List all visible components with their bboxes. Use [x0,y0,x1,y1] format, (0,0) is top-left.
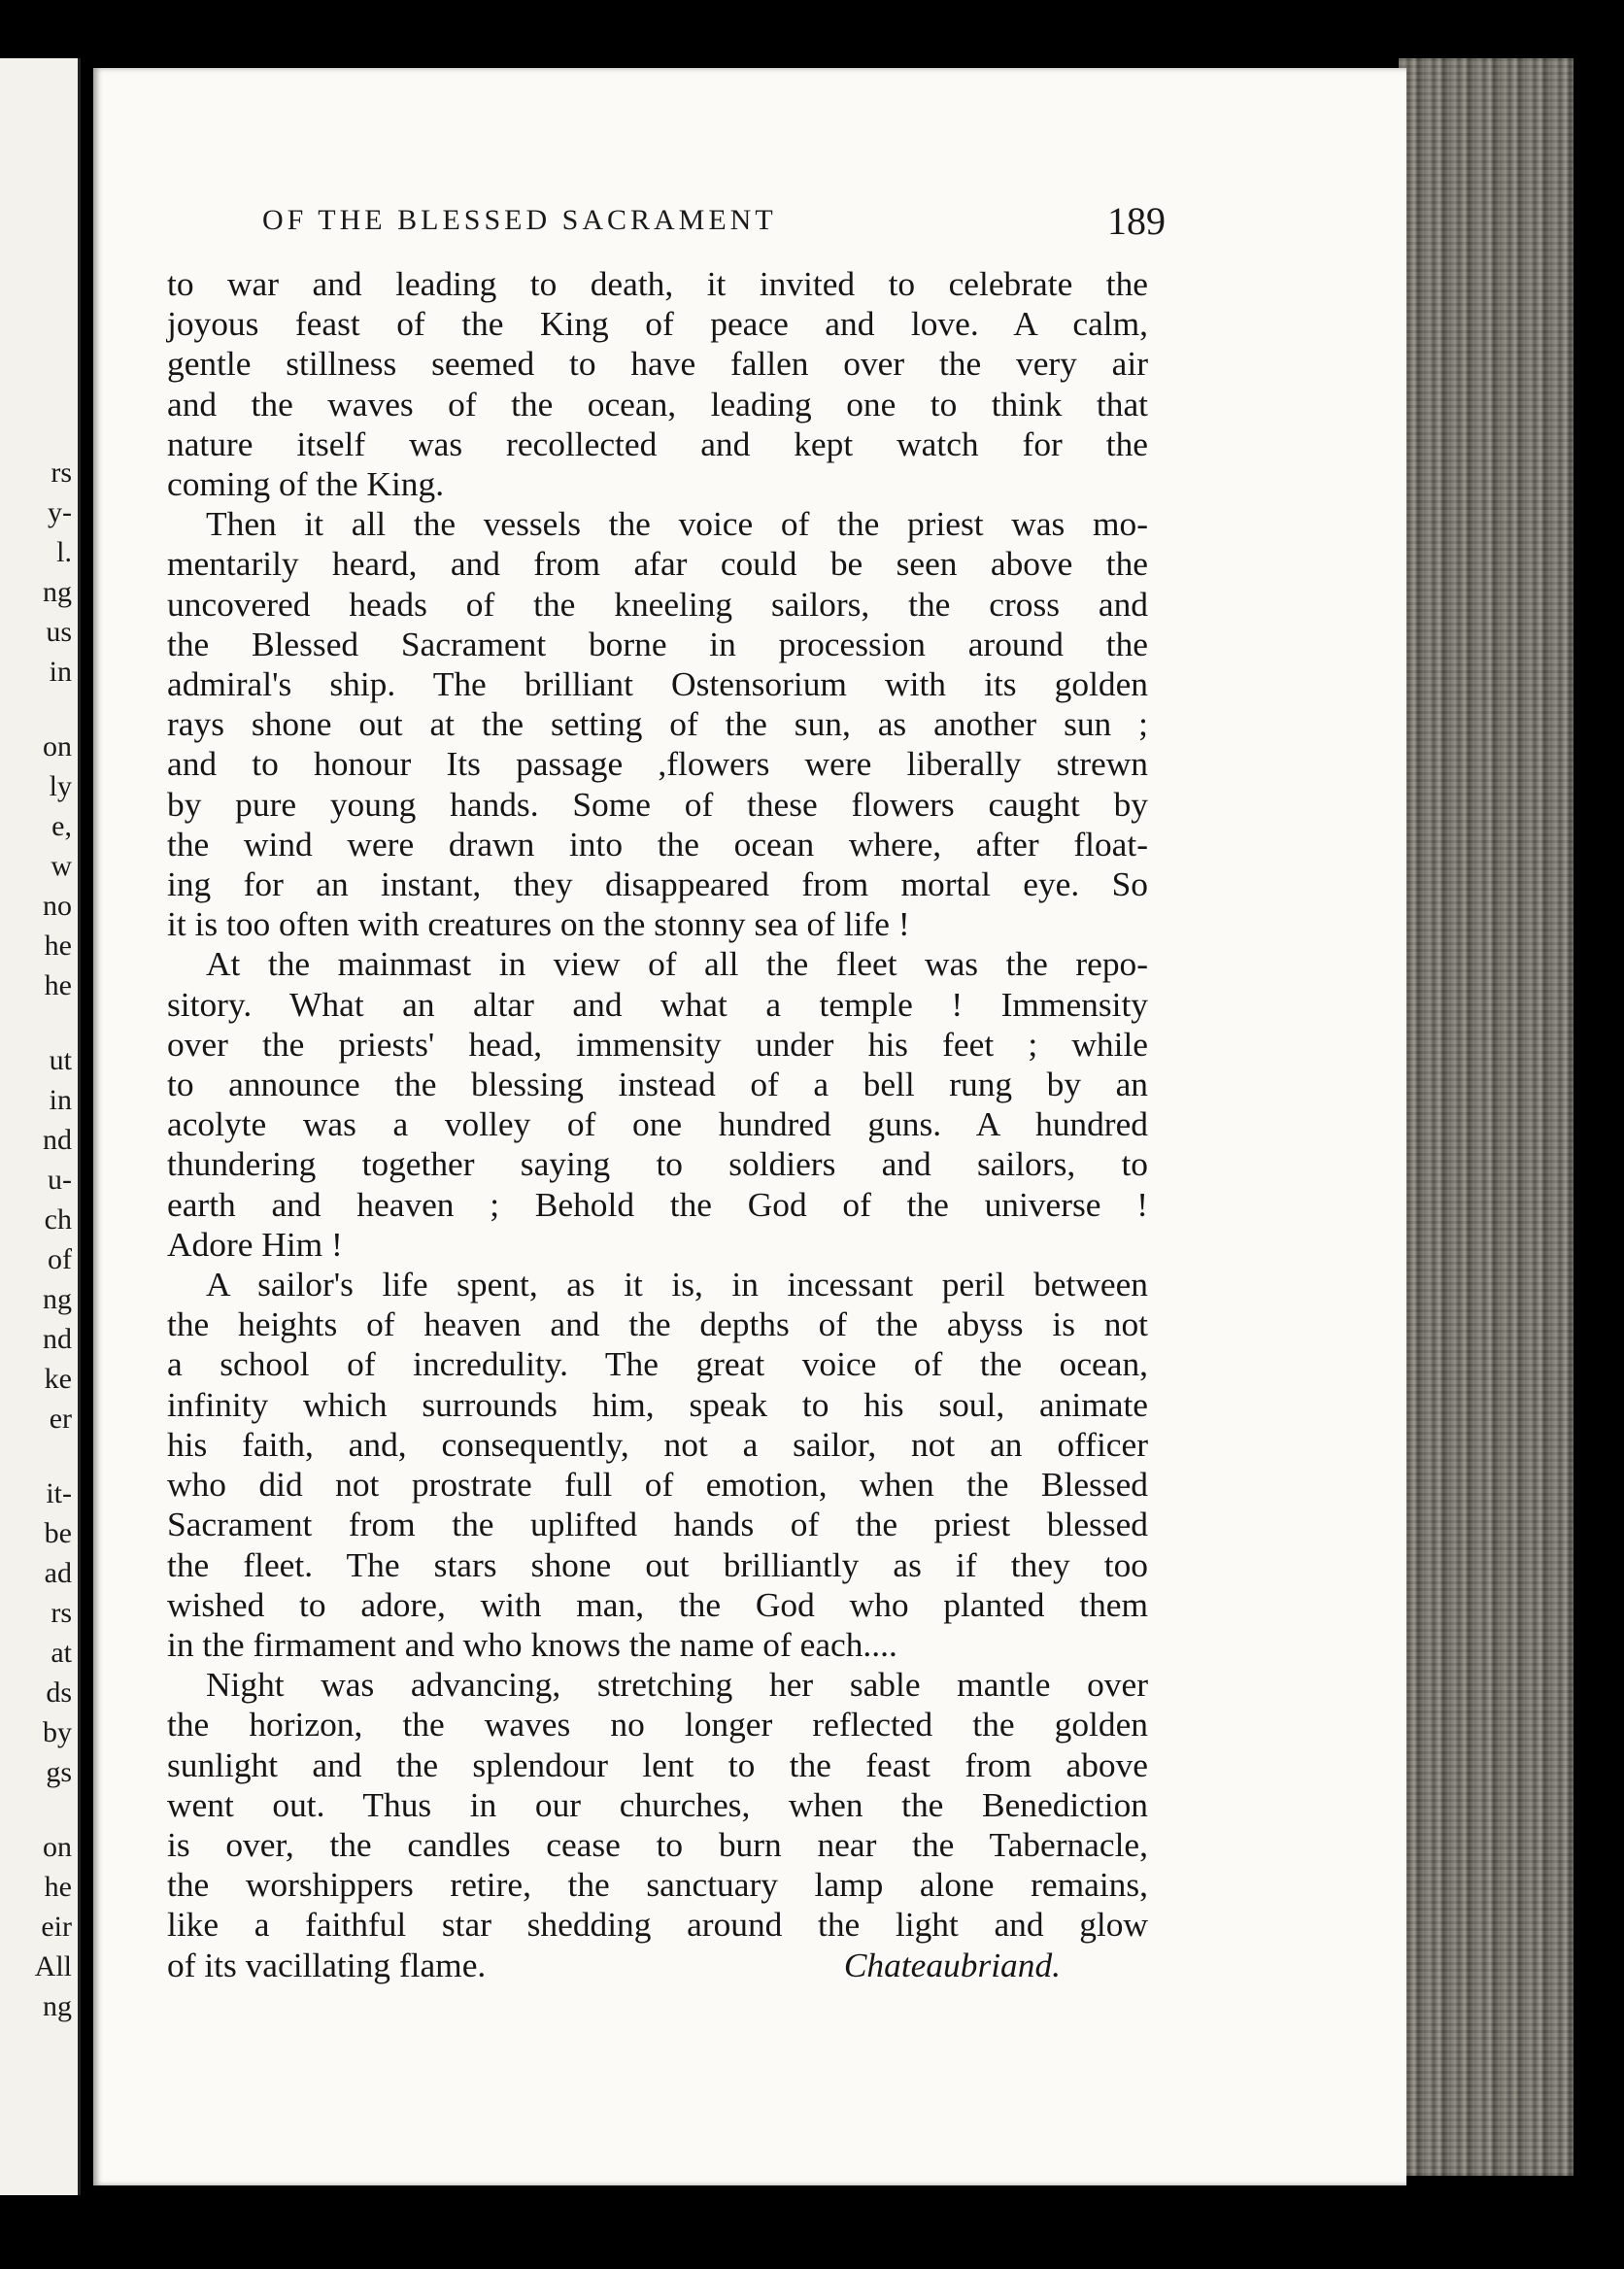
facing-page-fragment: ly [49,770,72,802]
text-line: who did not prostrate full of emotion, when the Blessed [167,1465,1148,1505]
text-line: ing for an instant, they disappeared from mortal eye. So [167,864,1148,904]
text-line: it is too often with creatures on the stonny sea of life ! [167,904,910,944]
facing-page-fragment: rs [51,1597,72,1629]
running-head [262,199,1166,253]
text-line: Sacrament from the uplifted hands of the priest blessed [167,1505,1148,1544]
text-line: the worshippers retire, the sanctuary lamp alone remains, [167,1865,1148,1905]
facing-page-fragment: ng [43,1990,72,2022]
text-line: At the mainmast in view of all the fleet was the repo- [206,944,1148,984]
paragraph [167,944,1148,1265]
text-line: mentarily heard, and from afar could be seen above the [167,544,1148,584]
facing-page-fragment: rs [51,457,72,489]
text-line: the Blessed Sacrament borne in procession around the [167,624,1148,663]
page-number: 189 [1107,199,1166,243]
facing-page-fragment: nd [43,1323,72,1355]
paragraph [167,264,1148,504]
text-line: sitory. What an altar and what a temple ! Immensity [167,984,1148,1024]
text-line: the horizon, the waves no longer reflected the golden [167,1705,1148,1744]
facing-page-fragment: in [49,656,72,688]
facing-page-fragment: no [43,890,72,922]
text-line: by pure young hands. Some of these flowers caught by [167,784,1148,824]
text-line: like a faithful star shedding around the light and glow [167,1905,1148,1945]
text-line: thundering together saying to soldiers and sailors, to [167,1144,1148,1184]
facing-page-fragment: by [43,1716,72,1748]
text-line: wished to adore, with man, the God who planted them [167,1584,1148,1624]
text-line: A sailor's life spent, as it is, in incessant peril between [206,1265,1148,1304]
text-line: the wind were drawn into the ocean where, after float- [167,824,1148,864]
author-signature: Chateaubriand. [843,1945,1061,1984]
text-line: coming of the King. [167,464,445,504]
page-edges-stack [1399,58,1573,2176]
facing-page-fragment: ng [43,1283,72,1315]
facing-page-fragment: u- [48,1164,72,1196]
paragraph [167,504,1148,944]
text-line: over the priests' head, immensity under his feet ; while [167,1024,1148,1064]
text-line: a school of incredulity. The great voice of the ocean, [167,1344,1148,1384]
text-line: Then it all the vessels the voice of the priest was mo- [206,504,1148,544]
text-line: his faith, and, consequently, not a sailor, not an officer [167,1424,1148,1464]
text-line: infinity which surrounds him, speak to his soul, animate [167,1384,1148,1424]
paragraph [167,1665,1148,1985]
text-line: uncovered heads of the kneeling sailors, the cross and [167,584,1148,624]
text-line: joyous feast of the King of peace and love. A calm, [167,304,1148,344]
facing-page-fragment: in [49,1084,72,1116]
facing-page-fragment: at [51,1637,72,1669]
facing-page-fragment: he [44,969,72,1001]
facing-page-fragment: it- [46,1477,72,1509]
facing-page-fragment: e, [51,810,72,842]
facing-page-fragment: ut [49,1044,72,1076]
facing-page-fragment: gs [46,1756,72,1788]
facing-page-fragments [0,58,78,2195]
facing-page-fragment: eir [41,1911,72,1943]
text-line: to war and leading to death, it invited to celebrate the [167,264,1148,303]
text-line: admiral's ship. The brilliant Ostensorium with its golden [167,664,1148,704]
text-line: earth and heaven ; Behold the God of the universe ! [167,1184,1148,1224]
facing-page-fragment: w [51,850,72,882]
text-line: and to honour Its passage ,flowers were liberally strewn [167,744,1148,784]
facing-page-fragment: ad [44,1557,72,1589]
text-line: of its vacillating flame. [167,1945,487,1984]
text-line: the heights of heaven and the depths of the abyss is not [167,1304,1148,1344]
text-line: Night was advancing, stretching her sable mantle over [206,1665,1148,1705]
facing-page-fragment: y- [48,496,72,528]
facing-page-fragment: ds [46,1676,72,1709]
facing-page-fragment: be [44,1517,72,1549]
facing-page-fragment: of [48,1243,72,1275]
text-line: acolyte was a volley of one hundred guns. A hundred [167,1104,1148,1144]
facing-page-fragment: l. [56,536,72,568]
facing-page-fragment: he [44,930,72,962]
facing-page-fragment: on [43,1831,72,1863]
facing-page-fragment: us [46,616,72,648]
text-line: the fleet. The stars shone out brilliantly as if they too [167,1544,1148,1584]
text-line: is over, the candles cease to burn near the Tabernacle, [167,1824,1148,1864]
facing-page-fragment: nd [43,1124,72,1156]
facing-page-fragment: ke [44,1363,72,1395]
text-line: nature itself was recollected and kept watch for the [167,423,1148,463]
text-line: Adore Him ! [167,1224,343,1264]
facing-page-fragment: All [34,1950,72,1982]
closing-line [167,1946,1148,1985]
text-line: and the waves of the ocean, leading one to think that [167,384,1148,423]
facing-page-fragment: on [43,730,72,762]
facing-page-fragment: er [49,1403,72,1435]
body-text [167,264,1148,1985]
text-line: to announce the blessing instead of a bell rung by an [167,1065,1148,1104]
text-line: sunlight and the splendour lent to the feast from above [167,1744,1148,1784]
paragraph [167,1265,1148,1665]
text-line: went out. Thus in our churches, when the Benediction [167,1784,1148,1824]
facing-page-fragment: he [44,1871,72,1903]
facing-page-edge [0,58,81,2195]
running-title: OF THE BLESSED SACRAMENT [262,204,777,236]
text-line: rays shone out at the setting of the sun, as another sun ; [167,704,1148,744]
text-line: gentle stillness seemed to have fallen over the very air [167,344,1148,384]
facing-page-fragment: ch [44,1203,72,1236]
facing-page-fragment: ng [43,576,72,608]
text-line: in the firmament and who knows the name of each.... [167,1624,897,1664]
